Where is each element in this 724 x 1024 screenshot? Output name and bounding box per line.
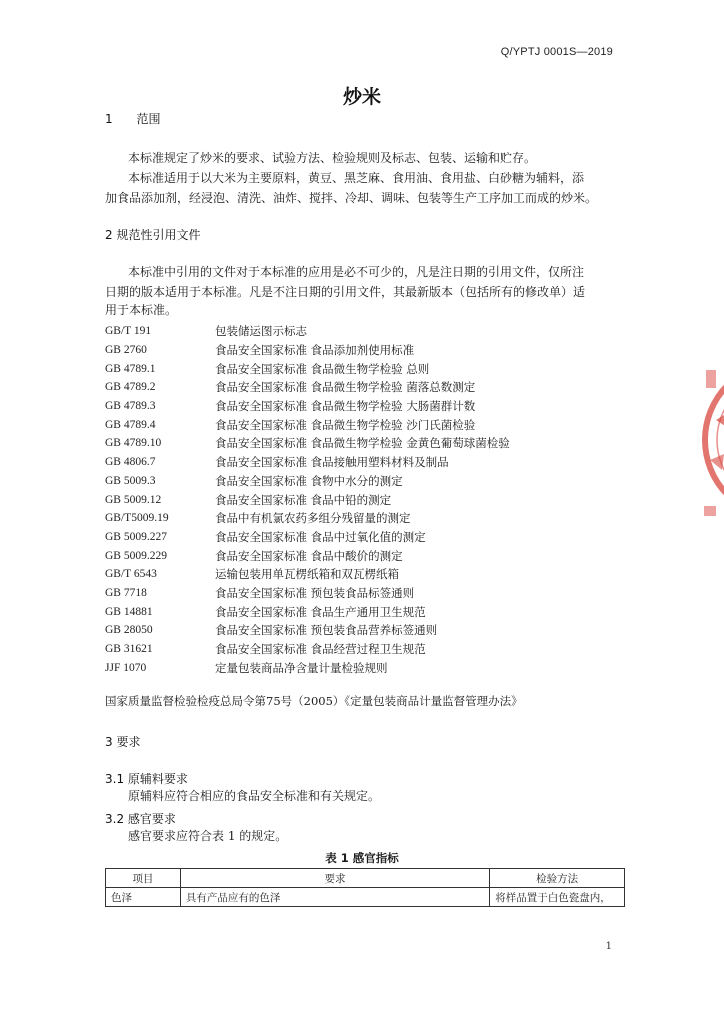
reference-item	[105, 397, 625, 416]
reference-code: GB/T5009.19	[105, 512, 169, 525]
reference-title: 食品安全国家标准 食品微生物学检验 菌落总数测定	[215, 380, 476, 395]
reference-code: GB 7718	[105, 586, 147, 599]
reference-title: 食品安全国家标准 食品中酸价的测定	[215, 548, 403, 563]
reference-title: 食品安全国家标准 食品生产通用卫生规范	[215, 604, 426, 619]
section-3-2-heading: 3.2 感官要求	[105, 812, 176, 826]
section-3-1-heading: 3.1 原辅料要求	[105, 772, 188, 786]
reference-title: 包装储运图示标志	[215, 324, 307, 339]
document-title: 炒米	[342, 86, 381, 108]
reference-item	[105, 322, 625, 341]
section-1-para-1: 本标准规定了炒米的要求、试验方法、检验规则及标志、包装、运输和贮存。	[128, 151, 537, 165]
table-cell: 具有产品应有的色泽	[180, 888, 489, 907]
section-3-1-text: 原辅料应符合相应的食品安全标准和有关规定。	[128, 789, 381, 803]
reference-item	[105, 453, 625, 472]
reference-item	[105, 472, 625, 491]
reference-code: GB 31621	[105, 643, 153, 656]
reference-title: 食品安全国家标准 食品中过氧化值的测定	[215, 529, 426, 544]
reference-title: 食品安全国家标准 食品中铅的测定	[215, 492, 392, 507]
reference-item	[105, 434, 625, 453]
table-row	[106, 888, 625, 907]
table-header-cell: 检验方法	[490, 869, 625, 888]
table-header-cell: 要求	[180, 869, 489, 888]
table-cell: 色泽	[106, 888, 181, 907]
reference-title: 食品安全国家标准 食品添加剂使用标准	[215, 343, 415, 358]
seal-stamp-icon	[698, 310, 724, 570]
reference-item	[105, 621, 625, 640]
reference-item	[105, 415, 625, 434]
reference-item	[105, 584, 625, 603]
regulation-reference: 国家质量监督检验检疫总局令第75号（2005）《定量包装商品计量监督管理办法》	[105, 694, 523, 708]
section-1-heading	[105, 110, 160, 127]
reference-title: 食品安全国家标准 预包装食品营养标签通则	[215, 623, 438, 638]
reference-code: GB 4789.2	[105, 381, 156, 394]
standard-number: Q/YPTJ 0001S—2019	[500, 46, 613, 58]
reference-code: GB 5009.3	[105, 474, 156, 487]
reference-item	[105, 378, 625, 397]
reference-code: GB 4789.10	[105, 437, 162, 450]
section-1-title: 范围	[136, 112, 161, 126]
page-number: 1	[605, 941, 612, 952]
reference-item	[105, 490, 625, 509]
section-1-number: 1	[105, 112, 113, 126]
reference-title: 食品安全国家标准 食品微生物学检验 总则	[215, 361, 430, 376]
reference-item	[105, 359, 625, 378]
reference-code: JJF 1070	[105, 661, 147, 674]
section-1-para-2-line-2: 加食品添加剂，经浸泡、清洗、油炸、搅拌、冷却、调味、包装等生产工序加工而成的炒米。	[105, 191, 598, 205]
reference-code: GB/T 191	[105, 325, 152, 338]
reference-item	[105, 341, 625, 360]
section-1-para-2-line-1: 本标准适用于以大米为主要原料，黄豆、黑芝麻、食用油、食用盐、白砂糖为辅料，添	[128, 171, 585, 185]
reference-code: GB 4789.1	[105, 362, 156, 375]
reference-title: 食品安全国家标准 食物中水分的测定	[215, 473, 403, 488]
reference-item	[105, 565, 625, 584]
reference-item	[105, 528, 625, 547]
section-2-intro-line-2: 日期的版本适用于本标准。凡是不注日期的引用文件，其最新版本（包括所有的修改单）适	[105, 285, 586, 299]
reference-title: 定量包装商品净含量计量检验规则	[215, 660, 388, 675]
sensory-table	[105, 868, 625, 907]
reference-title: 食品安全国家标准 食品微生物学检验 金黄色葡萄球菌检验	[215, 436, 510, 451]
reference-title: 食品安全国家标准 食品微生物学检验 大肠菌群计数	[215, 399, 476, 414]
reference-title: 食品安全国家标准 食品微生物学检验 沙门氏菌检验	[215, 417, 476, 432]
section-3-2-text: 感官要求应符合表 1 的规定。	[128, 829, 288, 843]
reference-code: GB 4806.7	[105, 456, 156, 469]
reference-item	[105, 509, 625, 528]
reference-item	[105, 658, 625, 677]
table-1-caption: 表 1 感官指标	[325, 851, 399, 865]
reference-code: GB 4789.4	[105, 418, 156, 431]
section-2-intro-line-1: 本标准中引用的文件对于本标准的应用是必不可少的，凡是注日期的引用文件，仅所注	[128, 265, 585, 279]
reference-title: 食品安全国家标准 食品经营过程卫生规范	[215, 642, 426, 657]
reference-code: GB 5009.229	[105, 549, 167, 562]
reference-code: GB/T 6543	[105, 568, 157, 581]
section-3-heading: 3 要求	[105, 735, 141, 749]
reference-item	[105, 546, 625, 565]
reference-code: GB 4789.3	[105, 400, 156, 413]
table-header-cell: 项目	[106, 869, 181, 888]
table-cell: 将样品置于白色瓷盘内，	[490, 888, 625, 907]
reference-title: 食品安全国家标准 预包装食品标签通则	[215, 585, 415, 600]
reference-title: 食品中有机氯农药多组分残留量的测定	[215, 511, 411, 526]
reference-item	[105, 640, 625, 659]
reference-list	[105, 322, 625, 677]
reference-code: GB 2760	[105, 344, 147, 357]
reference-code: GB 5009.227	[105, 530, 167, 543]
section-2-intro-line-3: 用于本标准。	[105, 303, 178, 317]
reference-title: 运输包装用单瓦楞纸箱和双瓦楞纸箱	[215, 567, 399, 582]
section-2-heading: 2 规范性引用文件	[105, 228, 201, 242]
reference-title: 食品安全国家标准 食品接触用塑料材料及制品	[215, 455, 449, 470]
table-header-row	[106, 869, 625, 888]
reference-code: GB 28050	[105, 624, 153, 637]
reference-code: GB 14881	[105, 605, 153, 618]
reference-code: GB 5009.12	[105, 493, 162, 506]
reference-item	[105, 602, 625, 621]
